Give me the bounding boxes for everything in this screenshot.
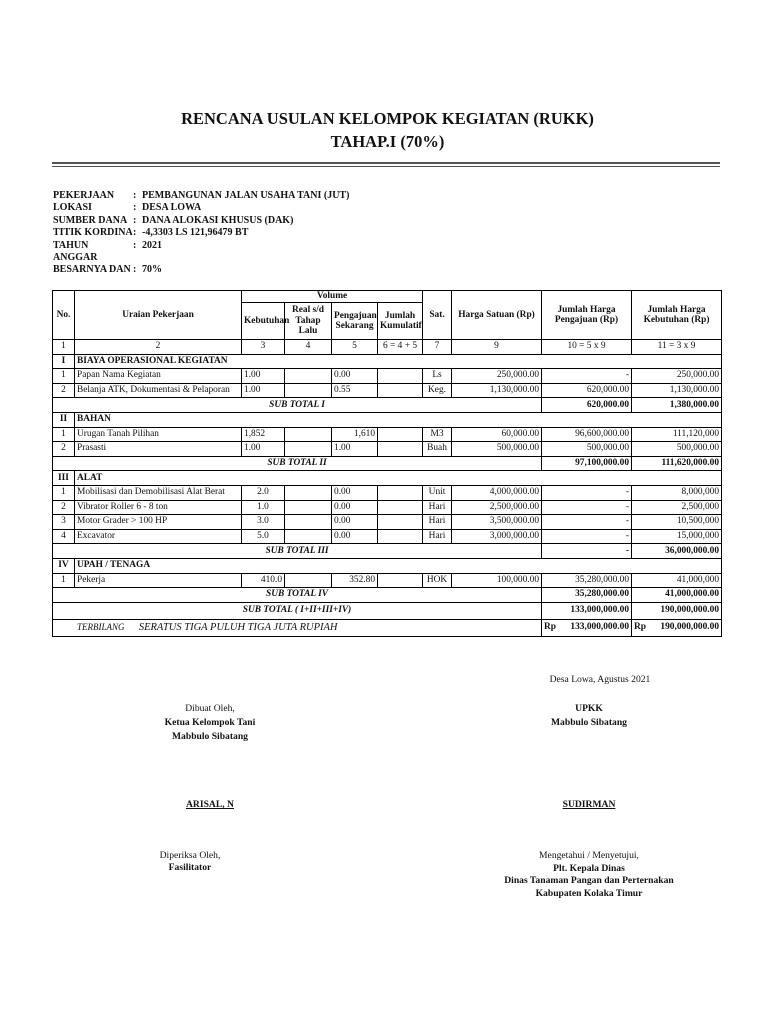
- subtotal-row: SUB TOTAL I 620,000.00 1,380,000.00: [53, 398, 722, 413]
- section-row: III ALAT: [53, 471, 722, 486]
- document-subtitle: TAHAP.I (70%): [330, 132, 445, 151]
- section-row: II BAHAN: [53, 412, 722, 427]
- grand-subtotal-row: SUB TOTAL ( I+II+III+IV) 133,000,000.00 190,000,000.00: [53, 602, 722, 619]
- terbilang-text: SERATUS TIGA PULUH TIGA JUTA RUPIAH: [138, 621, 338, 633]
- document-title: RENCANA USULAN KELOMPOK KEGIATAN (RUKK): [181, 109, 594, 128]
- section-row: I BIAYA OPERASIONAL KEGIATAN: [53, 354, 722, 369]
- project-info: [53, 190, 349, 277]
- col-pengajuan-header: Pengajuan Sekarang: [332, 303, 378, 340]
- signature-right-bottom: Mengetahui / Menyetujui, Plt. Kepala Dinas Dinas Tanaman Pangan dan Perternakan Kabupaten Kolaka Timur: [504, 850, 674, 899]
- signature-left-top: Dibuat Oleh, Ketua Kelompok Tani Mabbulo Sibatang: [164, 703, 256, 742]
- table-row: 1 Papan Nama Kegiatan 1.00 0.00 Ls 250,000.00 - 250,000.00: [53, 369, 722, 384]
- signature-right-name: SUDIRMAN: [562, 799, 616, 810]
- signature-right-top: UPKK Mabbulo Sibatang: [551, 703, 627, 728]
- subtotal-row: SUB TOTAL III - 36,000,000.00: [53, 544, 722, 559]
- terbilang-cell: TERBILANG SERATUS TIGA PULUH TIGA JUTA RUPIAH: [53, 619, 542, 636]
- col-sat-header: Sat.: [423, 291, 452, 340]
- header-rule-thin: [52, 166, 720, 167]
- table-row: 2 Prasasti 1.00 1.00 Buah 500,000.00 500,000.00 500,000.00: [53, 442, 722, 457]
- col-jhk-header: Jumlah Harga Kebutuhan (Rp): [632, 291, 722, 340]
- info-row: PEKERJAAN : PEMBANGUNAN JALAN USAHA TANI (JUT): [53, 190, 350, 201]
- table-header-row: [53, 291, 722, 303]
- table-row: 3 Motor Grader > 100 HP 3.0 0.00 Hari 3,500,000.00 - 10,500,000: [53, 515, 722, 530]
- info-row: BESARNYA DAN : 70%: [53, 264, 162, 276]
- table-row: 1 Mobilisasi dan Demobilisasi Alat Berat 2.0 0.00 Unit 4,000,000.00 - 8,000,000: [53, 485, 722, 500]
- info-row: LOKASI : DESA LOWA: [53, 202, 202, 214]
- table-row: 2 Vibrator Roller 6 - 8 ton 1.0 0.00 Hari 2,500,000.00 - 2,500,000: [53, 500, 722, 515]
- info-row: SUMBER DANA : DANA ALOKASI KHUSUS (DAK): [53, 214, 294, 226]
- header-rule: [52, 162, 720, 164]
- col-real-header: Real s/d Tahap Lalu: [285, 303, 332, 340]
- col-no-header: No.: [53, 291, 75, 340]
- table-row: 1 Urugan Tanah Pilihan 1,852 1,610 M3 60,000.00 96,600,000.00 111,120,000: [53, 427, 722, 442]
- col-kumulatif-header: Jumlah Kumulatif: [378, 303, 423, 340]
- info-row: TAHUN ANGGAR : 2021: [53, 239, 162, 264]
- section-row: IV UPAH / TENAGA: [53, 558, 722, 573]
- signature-left-name: ARISAL, N: [186, 799, 234, 810]
- subtotal-row: SUB TOTAL II 97,100,000.00 111,620,000.00: [53, 456, 722, 471]
- table-row: 2 Belanja ATK, Dokumentasi & Pelaporan 1.00 0.55 Keg. 1,130,000.00 620,000.00 1,130,000.00: [53, 383, 722, 398]
- col-harga-header: Harga Satuan (Rp): [452, 291, 542, 340]
- rukk-table: [52, 290, 722, 637]
- col-volume-header: Volume: [242, 291, 423, 303]
- place-date: Desa Lowa, Agustus 2021: [549, 674, 651, 685]
- signature-left-bottom: Diperiksa Oleh, Fasilitator: [159, 850, 221, 873]
- subtotal-row: SUB TOTAL IV 35,280,000.00 41,000,000.00: [53, 588, 722, 603]
- table-row: 1 Pekerja 410.0 352.80 HOK 100,000.00 35,280,000.00 41,000,000: [53, 573, 722, 588]
- terbilang-row: TERBILANG SERATUS TIGA PULUH TIGA JUTA RUPIAH Rp 133,000,000.00 Rp 190,000,000.00: [53, 619, 722, 636]
- col-jhp-header: Jumlah Harga Pengajuan (Rp): [542, 291, 632, 340]
- column-number-row: 1 2 3 4 5 6 = 4 + 5 7 9 10 = 5 x 9 11 = 3 x 9: [53, 340, 722, 355]
- col-kebutuhan-header: Kebutuhan: [242, 303, 285, 340]
- info-row: TITIK KORDINA : -4,3303 LS 121,96479 BT: [53, 227, 249, 239]
- table-row: 4 Excavator 5.0 0.00 Hari 3,000,000.00 - 15,000,000: [53, 529, 722, 544]
- col-uraian-header: Uraian Pekerjaan: [75, 291, 242, 340]
